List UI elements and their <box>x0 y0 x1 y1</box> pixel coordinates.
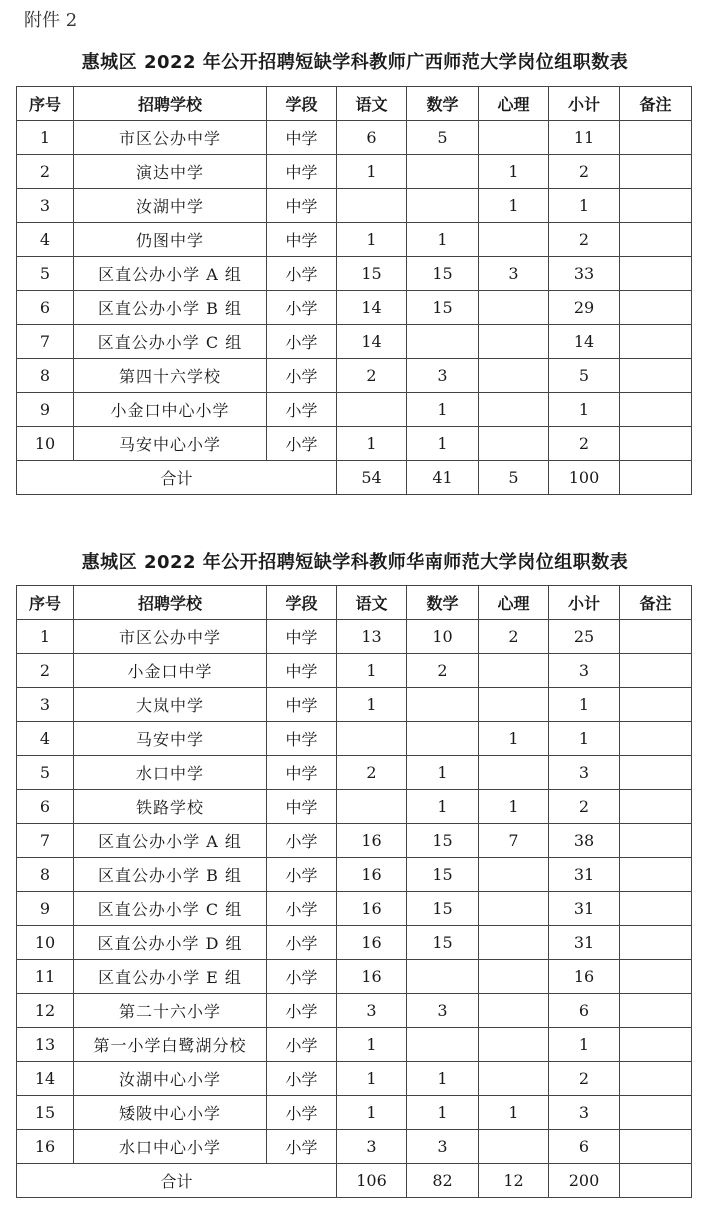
row-number: 4 <box>17 722 74 756</box>
psychology-count <box>479 892 549 926</box>
remark-cell <box>620 620 692 654</box>
chinese-count <box>337 722 407 756</box>
table-row <box>17 824 692 858</box>
school-name: 仍图中学 <box>74 223 267 257</box>
subtotal-count: 1 <box>549 1028 620 1062</box>
school-level: 中学 <box>267 756 337 790</box>
header-math: 数学 <box>407 586 479 620</box>
subtotal-count: 6 <box>549 1130 620 1164</box>
psychology-count <box>479 291 549 325</box>
psychology-count <box>479 359 549 393</box>
school-name: 水口中学 <box>74 756 267 790</box>
row-number: 10 <box>17 926 74 960</box>
chinese-count: 16 <box>337 960 407 994</box>
chinese-count: 2 <box>337 359 407 393</box>
subtotal-count: 31 <box>549 892 620 926</box>
school-level: 小学 <box>267 291 337 325</box>
attachment-label: 附件 2 <box>24 10 78 31</box>
total-psychology: 12 <box>479 1164 549 1198</box>
table-row <box>17 994 692 1028</box>
chinese-count: 1 <box>337 688 407 722</box>
table-row <box>17 790 692 824</box>
remark-cell <box>620 155 692 189</box>
math-count: 1 <box>407 393 479 427</box>
table-row <box>17 654 692 688</box>
school-level: 小学 <box>267 1096 337 1130</box>
subtotal-count: 6 <box>549 994 620 1028</box>
total-label: 合计 <box>17 461 337 495</box>
school-level: 中学 <box>267 189 337 223</box>
remark-cell <box>620 824 692 858</box>
row-number: 12 <box>17 994 74 1028</box>
row-number: 8 <box>17 359 74 393</box>
school-level: 中学 <box>267 121 337 155</box>
psychology-count: 1 <box>479 1096 549 1130</box>
remark-cell <box>620 654 692 688</box>
total-chinese: 106 <box>337 1164 407 1198</box>
table-row <box>17 325 692 359</box>
header-level: 学段 <box>267 87 337 121</box>
school-name: 小金口中心小学 <box>74 393 267 427</box>
row-number: 3 <box>17 688 74 722</box>
row-number: 10 <box>17 427 74 461</box>
remark-cell <box>620 223 692 257</box>
subtotal-count: 38 <box>549 824 620 858</box>
school-level: 小学 <box>267 824 337 858</box>
math-count <box>407 325 479 359</box>
row-number: 1 <box>17 620 74 654</box>
psychology-count <box>479 121 549 155</box>
subtotal-count: 14 <box>549 325 620 359</box>
chinese-count <box>337 790 407 824</box>
remark-cell <box>620 722 692 756</box>
subtotal-count: 33 <box>549 257 620 291</box>
header-level: 学段 <box>267 586 337 620</box>
school-level: 中学 <box>267 223 337 257</box>
row-number: 4 <box>17 223 74 257</box>
header-row <box>17 87 692 121</box>
table1-guangxi-normal-university <box>16 86 692 495</box>
school-name: 汝湖中学 <box>74 189 267 223</box>
row-number: 5 <box>17 257 74 291</box>
table-row <box>17 722 692 756</box>
math-count: 15 <box>407 291 479 325</box>
school-level: 中学 <box>267 654 337 688</box>
remark-cell <box>620 1130 692 1164</box>
remark-cell <box>620 1062 692 1096</box>
table-row <box>17 960 692 994</box>
psychology-count <box>479 223 549 257</box>
header-school: 招聘学校 <box>74 586 267 620</box>
row-number: 16 <box>17 1130 74 1164</box>
remark-cell <box>620 121 692 155</box>
table-row <box>17 858 692 892</box>
math-count: 1 <box>407 790 479 824</box>
table-row <box>17 359 692 393</box>
subtotal-count: 29 <box>549 291 620 325</box>
row-number: 9 <box>17 892 74 926</box>
chinese-count: 13 <box>337 620 407 654</box>
math-count: 1 <box>407 223 479 257</box>
row-number: 2 <box>17 654 74 688</box>
psychology-count: 7 <box>479 824 549 858</box>
school-name: 区直公办小学 B 组 <box>74 291 267 325</box>
row-number: 15 <box>17 1096 74 1130</box>
school-name: 小金口中学 <box>74 654 267 688</box>
header-psychology: 心理 <box>479 87 549 121</box>
row-number: 5 <box>17 756 74 790</box>
math-count: 15 <box>407 926 479 960</box>
school-name: 市区公办中学 <box>74 121 267 155</box>
total-row <box>17 1164 692 1198</box>
chinese-count: 6 <box>337 121 407 155</box>
header-remark: 备注 <box>620 586 692 620</box>
chinese-count: 1 <box>337 654 407 688</box>
remark-cell <box>620 291 692 325</box>
remark-cell <box>620 325 692 359</box>
row-number: 1 <box>17 121 74 155</box>
math-count <box>407 155 479 189</box>
remark-cell <box>620 359 692 393</box>
remark-cell <box>620 994 692 1028</box>
row-number: 7 <box>17 325 74 359</box>
total-chinese: 54 <box>337 461 407 495</box>
school-name: 水口中心小学 <box>74 1130 267 1164</box>
table-row <box>17 1062 692 1096</box>
remark-cell <box>620 189 692 223</box>
school-name: 演达中学 <box>74 155 267 189</box>
chinese-count: 1 <box>337 155 407 189</box>
table-row <box>17 892 692 926</box>
school-name: 区直公办小学 B 组 <box>74 858 267 892</box>
total-subtotal: 100 <box>549 461 620 495</box>
psychology-count: 1 <box>479 189 549 223</box>
school-name: 马安中心小学 <box>74 427 267 461</box>
table-row <box>17 121 692 155</box>
math-count: 5 <box>407 121 479 155</box>
psychology-count <box>479 1028 549 1062</box>
remark-cell <box>620 257 692 291</box>
school-level: 中学 <box>267 620 337 654</box>
chinese-count: 3 <box>337 994 407 1028</box>
math-count: 3 <box>407 994 479 1028</box>
chinese-count: 14 <box>337 325 407 359</box>
psychology-count <box>479 325 549 359</box>
header-no: 序号 <box>17 586 74 620</box>
table-row <box>17 427 692 461</box>
school-name: 第二十六小学 <box>74 994 267 1028</box>
subtotal-count: 25 <box>549 620 620 654</box>
remark-cell <box>620 960 692 994</box>
psychology-count <box>479 1062 549 1096</box>
school-level: 小学 <box>267 257 337 291</box>
school-name: 区直公办小学 A 组 <box>74 824 267 858</box>
school-level: 中学 <box>267 790 337 824</box>
subtotal-count: 3 <box>549 756 620 790</box>
remark-cell <box>620 393 692 427</box>
subtotal-count: 2 <box>549 223 620 257</box>
chinese-count: 1 <box>337 1096 407 1130</box>
total-psychology: 5 <box>479 461 549 495</box>
math-count: 15 <box>407 257 479 291</box>
remark-cell <box>620 1028 692 1062</box>
subtotal-count: 3 <box>549 654 620 688</box>
chinese-count: 16 <box>337 858 407 892</box>
remark-cell <box>620 790 692 824</box>
subtotal-count: 16 <box>549 960 620 994</box>
chinese-count: 3 <box>337 1130 407 1164</box>
total-subtotal: 200 <box>549 1164 620 1198</box>
math-count <box>407 722 479 756</box>
chinese-count: 1 <box>337 427 407 461</box>
math-count: 15 <box>407 892 479 926</box>
row-number: 11 <box>17 960 74 994</box>
row-number: 6 <box>17 291 74 325</box>
school-name: 铁路学校 <box>74 790 267 824</box>
chinese-count: 1 <box>337 1028 407 1062</box>
psychology-count <box>479 688 549 722</box>
psychology-count <box>479 393 549 427</box>
subtotal-count: 31 <box>549 858 620 892</box>
table-row <box>17 1130 692 1164</box>
school-level: 小学 <box>267 994 337 1028</box>
subtotal-count: 2 <box>549 790 620 824</box>
total-math: 82 <box>407 1164 479 1198</box>
remark-cell <box>620 1096 692 1130</box>
table-row <box>17 1028 692 1062</box>
chinese-count: 16 <box>337 892 407 926</box>
school-name: 区直公办小学 A 组 <box>74 257 267 291</box>
table2-south-china-normal-university <box>16 585 692 1198</box>
math-count <box>407 1028 479 1062</box>
math-count: 3 <box>407 1130 479 1164</box>
header-psychology: 心理 <box>479 586 549 620</box>
remark-cell <box>620 892 692 926</box>
psychology-count <box>479 427 549 461</box>
chinese-count <box>337 393 407 427</box>
psychology-count <box>479 654 549 688</box>
subtotal-count: 1 <box>549 722 620 756</box>
psychology-count <box>479 858 549 892</box>
table1-title: 惠城区 2022 年公开招聘短缺学科教师广西师范大学岗位组职数表 <box>81 52 629 73</box>
row-number: 7 <box>17 824 74 858</box>
total-row <box>17 461 692 495</box>
math-count: 3 <box>407 359 479 393</box>
chinese-count: 16 <box>337 926 407 960</box>
total-remark <box>620 461 692 495</box>
row-number: 13 <box>17 1028 74 1062</box>
math-count: 15 <box>407 858 479 892</box>
psychology-count <box>479 994 549 1028</box>
school-level: 中学 <box>267 688 337 722</box>
school-level: 中学 <box>267 155 337 189</box>
row-number: 14 <box>17 1062 74 1096</box>
school-name: 矮陂中心小学 <box>74 1096 267 1130</box>
table-row <box>17 756 692 790</box>
school-level: 小学 <box>267 359 337 393</box>
subtotal-count: 11 <box>549 121 620 155</box>
chinese-count: 1 <box>337 223 407 257</box>
school-level: 中学 <box>267 722 337 756</box>
school-level: 小学 <box>267 926 337 960</box>
subtotal-count: 1 <box>549 688 620 722</box>
psychology-count: 1 <box>479 155 549 189</box>
table-row <box>17 620 692 654</box>
school-level: 小学 <box>267 858 337 892</box>
math-count: 1 <box>407 756 479 790</box>
psychology-count <box>479 926 549 960</box>
chinese-count: 1 <box>337 1062 407 1096</box>
math-count: 2 <box>407 654 479 688</box>
row-number: 9 <box>17 393 74 427</box>
psychology-count <box>479 1130 549 1164</box>
school-name: 区直公办小学 C 组 <box>74 325 267 359</box>
table-row <box>17 257 692 291</box>
school-name: 汝湖中心小学 <box>74 1062 267 1096</box>
school-name: 第四十六学校 <box>74 359 267 393</box>
remark-cell <box>620 427 692 461</box>
table-row <box>17 926 692 960</box>
school-level: 小学 <box>267 892 337 926</box>
subtotal-count: 2 <box>549 155 620 189</box>
row-number: 3 <box>17 189 74 223</box>
subtotal-count: 5 <box>549 359 620 393</box>
school-name: 区直公办小学 C 组 <box>74 892 267 926</box>
remark-cell <box>620 688 692 722</box>
subtotal-count: 3 <box>549 1096 620 1130</box>
psychology-count: 3 <box>479 257 549 291</box>
subtotal-count: 31 <box>549 926 620 960</box>
chinese-count <box>337 189 407 223</box>
school-level: 小学 <box>267 1130 337 1164</box>
psychology-count: 1 <box>479 722 549 756</box>
header-chinese: 语文 <box>337 87 407 121</box>
header-math: 数学 <box>407 87 479 121</box>
chinese-count: 15 <box>337 257 407 291</box>
total-label: 合计 <box>17 1164 337 1198</box>
school-level: 小学 <box>267 325 337 359</box>
math-count <box>407 688 479 722</box>
math-count <box>407 960 479 994</box>
subtotal-count: 2 <box>549 427 620 461</box>
chinese-count: 2 <box>337 756 407 790</box>
remark-cell <box>620 926 692 960</box>
row-number: 8 <box>17 858 74 892</box>
school-name: 市区公办中学 <box>74 620 267 654</box>
table-row <box>17 155 692 189</box>
school-name: 区直公办小学 D 组 <box>74 926 267 960</box>
table-row <box>17 393 692 427</box>
table2-title: 惠城区 2022 年公开招聘短缺学科教师华南师范大学岗位组职数表 <box>81 552 629 573</box>
table-row <box>17 189 692 223</box>
header-subtotal: 小计 <box>549 87 620 121</box>
school-level: 小学 <box>267 427 337 461</box>
total-remark <box>620 1164 692 1198</box>
total-math: 41 <box>407 461 479 495</box>
subtotal-count: 1 <box>549 393 620 427</box>
row-number: 2 <box>17 155 74 189</box>
table-row <box>17 291 692 325</box>
school-level: 小学 <box>267 1028 337 1062</box>
header-no: 序号 <box>17 87 74 121</box>
school-name: 马安中学 <box>74 722 267 756</box>
psychology-count <box>479 960 549 994</box>
math-count: 1 <box>407 1062 479 1096</box>
math-count: 1 <box>407 427 479 461</box>
school-name: 第一小学白鹭湖分校 <box>74 1028 267 1062</box>
psychology-count <box>479 756 549 790</box>
header-school: 招聘学校 <box>74 87 267 121</box>
school-level: 小学 <box>267 393 337 427</box>
table-row <box>17 688 692 722</box>
psychology-count: 2 <box>479 620 549 654</box>
header-remark: 备注 <box>620 87 692 121</box>
math-count <box>407 189 479 223</box>
header-subtotal: 小计 <box>549 586 620 620</box>
math-count: 15 <box>407 824 479 858</box>
header-row <box>17 586 692 620</box>
psychology-count: 1 <box>479 790 549 824</box>
remark-cell <box>620 756 692 790</box>
math-count: 1 <box>407 1096 479 1130</box>
chinese-count: 14 <box>337 291 407 325</box>
school-name: 大岚中学 <box>74 688 267 722</box>
table-row <box>17 1096 692 1130</box>
chinese-count: 16 <box>337 824 407 858</box>
subtotal-count: 2 <box>549 1062 620 1096</box>
school-level: 小学 <box>267 960 337 994</box>
math-count: 10 <box>407 620 479 654</box>
school-name: 区直公办小学 E 组 <box>74 960 267 994</box>
row-number: 6 <box>17 790 74 824</box>
header-chinese: 语文 <box>337 586 407 620</box>
remark-cell <box>620 858 692 892</box>
subtotal-count: 1 <box>549 189 620 223</box>
school-level: 小学 <box>267 1062 337 1096</box>
table-row <box>17 223 692 257</box>
